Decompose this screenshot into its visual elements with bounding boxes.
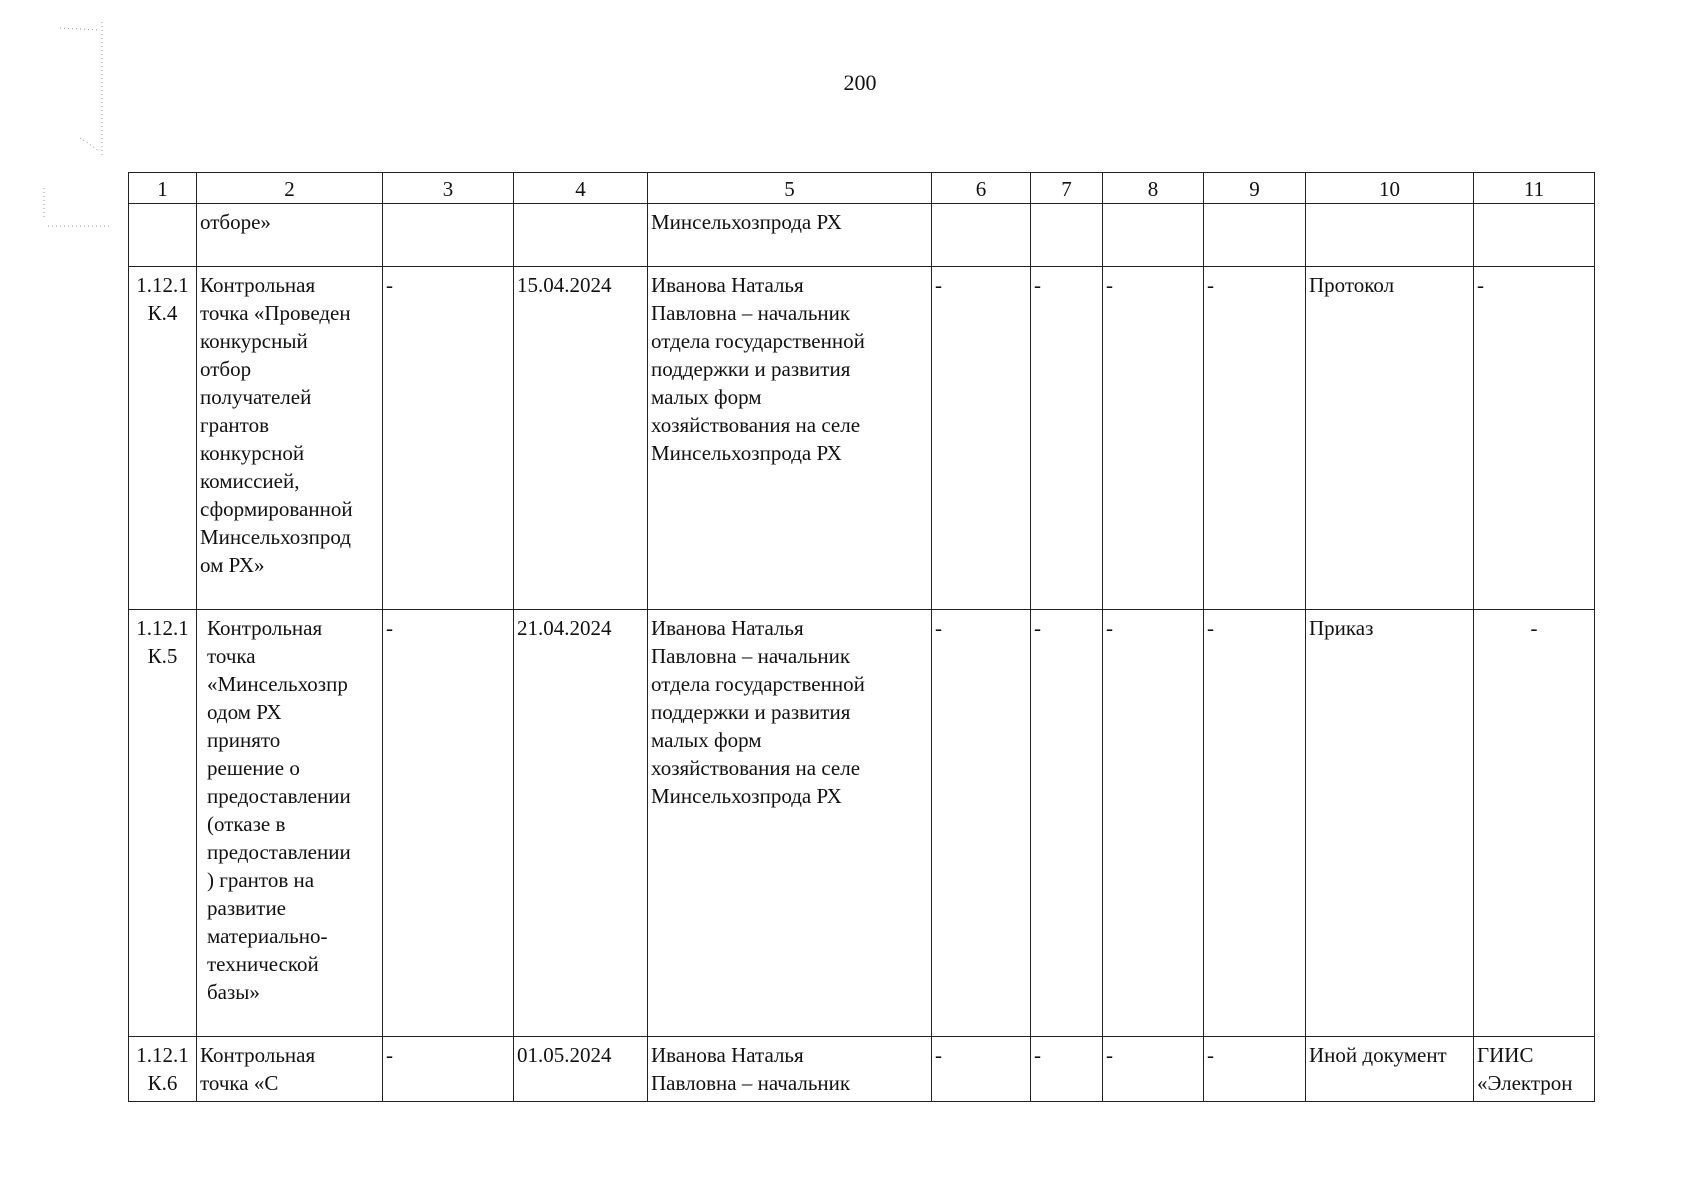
cell-col3: -	[383, 610, 514, 1037]
col-header: 9	[1204, 173, 1306, 204]
cell-number	[129, 204, 197, 267]
scan-artifact	[40, 18, 120, 238]
col-header: 11	[1474, 173, 1595, 204]
cell-name: отборе»	[197, 204, 383, 267]
col-header: 3	[383, 173, 514, 204]
cell-col3	[383, 204, 514, 267]
cell-document: Приказ	[1306, 610, 1474, 1037]
col-header: 5	[648, 173, 932, 204]
cell-col9: -	[1204, 610, 1306, 1037]
cell-col11	[1474, 204, 1595, 267]
cell-col3: -	[383, 1037, 514, 1102]
cell-responsible: Иванова Наталья Павловна – начальник отдела государственной поддержки и развития малых форм хозяйствования на селе Минсельхозпрода РХ	[648, 610, 932, 1037]
cell-col8: -	[1103, 610, 1204, 1037]
cell-col8: -	[1103, 267, 1204, 610]
cell-document: Протокол	[1306, 267, 1474, 610]
col-header: 8	[1103, 173, 1204, 204]
cell-responsible: Минсельхозпрода РХ	[648, 204, 932, 267]
cell-document: Иной документ	[1306, 1037, 1474, 1102]
cell-document	[1306, 204, 1474, 267]
cell-col7: -	[1031, 610, 1103, 1037]
cell-name: Контрольная точка «Минсельхозпр одом РХ принято решение о предоставлении (отказе в предоставлении ) грантов на развитие материально- технической базы»	[197, 610, 383, 1037]
cell-col6: -	[932, 267, 1031, 610]
cell-col11: -	[1474, 610, 1595, 1037]
col-header: 7	[1031, 173, 1103, 204]
column-number-row	[129, 173, 1595, 204]
cell-name: Контрольная точка «С	[197, 1037, 383, 1102]
cell-col6	[932, 204, 1031, 267]
page-number: 200	[843, 70, 877, 95]
cell-name: Контрольная точка «Проведен конкурсный отбор получателей грантов конкурсной комиссией, сформированной Минсельхозпрод ом РХ»	[197, 267, 383, 610]
cell-date: 01.05.2024	[514, 1037, 648, 1102]
table-row	[129, 610, 1595, 1037]
col-header: 1	[129, 173, 197, 204]
cell-date: 21.04.2024	[514, 610, 648, 1037]
cell-col9	[1204, 204, 1306, 267]
col-header: 6	[932, 173, 1031, 204]
table-row	[129, 267, 1595, 610]
cell-col3: -	[383, 267, 514, 610]
cell-col8: -	[1103, 1037, 1204, 1102]
cell-responsible: Иванова Наталья Павловна – начальник отдела государственной поддержки и развития малых форм хозяйствования на селе Минсельхозпрода РХ	[648, 267, 932, 610]
table-row	[129, 204, 1595, 267]
col-header: 4	[514, 173, 648, 204]
table-row	[129, 1037, 1595, 1102]
cell-col6: -	[932, 610, 1031, 1037]
col-header: 10	[1306, 173, 1474, 204]
schedule-table	[128, 172, 1595, 1102]
cell-number: 1.12.1 К.6	[129, 1037, 197, 1102]
cell-col9: -	[1204, 267, 1306, 610]
cell-date	[514, 204, 648, 267]
cell-col11: -	[1474, 267, 1595, 610]
cell-col7	[1031, 204, 1103, 267]
cell-number: 1.12.1 К.5	[129, 610, 197, 1037]
cell-col11: ГИИС «Электрон	[1474, 1037, 1595, 1102]
cell-date: 15.04.2024	[514, 267, 648, 610]
col-header: 2	[197, 173, 383, 204]
cell-number: 1.12.1 К.4	[129, 267, 197, 610]
cell-col6: -	[932, 1037, 1031, 1102]
cell-responsible: Иванова Наталья Павловна – начальник	[648, 1037, 932, 1102]
cell-col9: -	[1204, 1037, 1306, 1102]
cell-col8	[1103, 204, 1204, 267]
cell-col7: -	[1031, 1037, 1103, 1102]
cell-col7: -	[1031, 267, 1103, 610]
